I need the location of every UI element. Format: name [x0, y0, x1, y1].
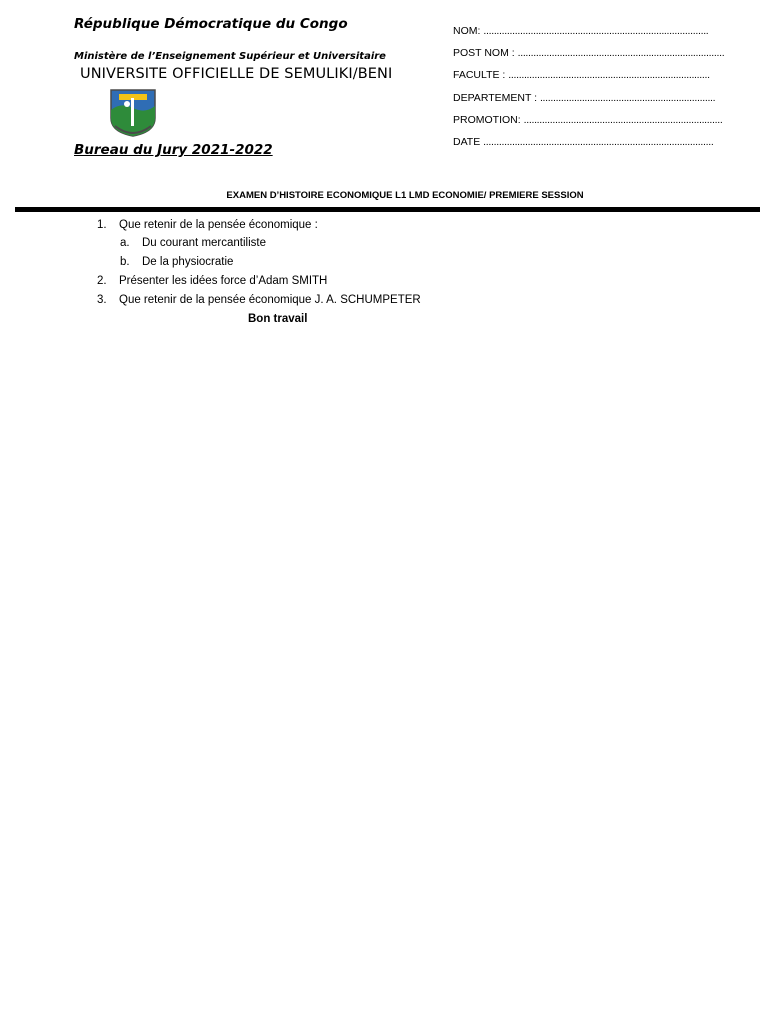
republic-heading: République Démocratique du Congo [74, 16, 348, 32]
nom-field[interactable] [453, 25, 708, 37]
ministry-heading: Ministère de l’Enseignement Supérieur et Universitaire [74, 51, 386, 62]
question-number: 3. [97, 294, 107, 306]
university-name: UNIVERSITE OFFICIELLE DE SEMULIKI/BENI [80, 66, 393, 82]
faculte-field[interactable] [453, 69, 710, 81]
departement-field[interactable] [453, 92, 715, 104]
exam-title: EXAMEN D’HISTOIRE ECONOMIQUE L1 LMD ECONOMIE/ PREMIERE SESSION [226, 190, 584, 201]
promotion-blank: ............................................................................ [523, 114, 723, 126]
date-label: DATE [453, 136, 484, 148]
postnom-field[interactable] [453, 47, 724, 59]
header-divider [15, 207, 760, 212]
question-text: Que retenir de la pensée économique : [119, 219, 318, 231]
question-number: 2. [97, 275, 107, 287]
question-number: b. [120, 256, 130, 268]
closing-text: Bon travail [248, 313, 308, 325]
question-text: Que retenir de la pensée économique J. A. SCHUMPETER [119, 294, 421, 306]
departement-blank: ................................................................... [539, 92, 716, 104]
departement-label: DEPARTEMENT : [453, 92, 540, 104]
question-text: De la physiocratie [142, 256, 234, 268]
university-logo-icon [107, 88, 159, 138]
nom-blank: ...................................................................................... [483, 25, 709, 37]
promotion-label: PROMOTION: [453, 114, 524, 126]
question-number: 1. [97, 219, 107, 231]
bureau-du-jury: Bureau du Jury 2021-2022 [74, 142, 273, 158]
faculte-blank: ............................................................................. [508, 69, 710, 81]
postnom-label: POST NOM : [453, 47, 518, 59]
faculte-label: FACULTE : [453, 69, 509, 81]
date-blank: ........................................................................................ [483, 136, 714, 148]
question-text: Présenter les idées force d’Adam SMITH [119, 275, 328, 287]
postnom-blank: ............................................................................... [517, 47, 725, 59]
date-field[interactable] [453, 136, 713, 148]
nom-label: NOM: [453, 25, 484, 37]
question-number: a. [120, 237, 130, 249]
question-text: Du courant mercantiliste [142, 237, 266, 249]
promotion-field[interactable] [453, 114, 723, 126]
